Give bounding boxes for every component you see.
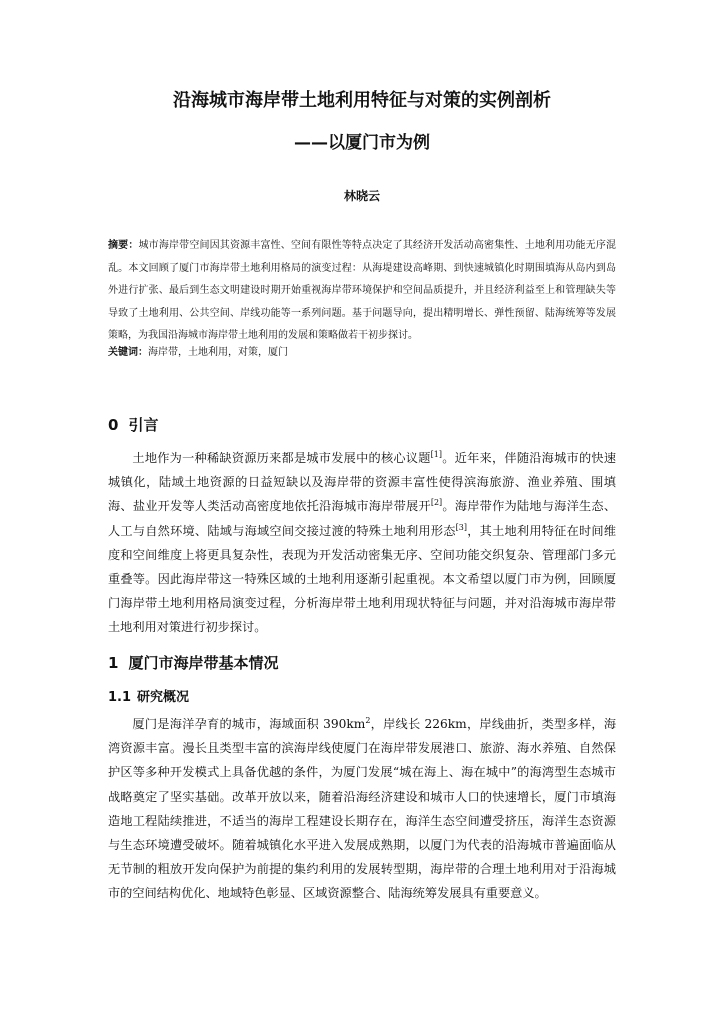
section-0-title: 引言	[128, 416, 159, 434]
text-run: 。海岸带作为陆地与海洋生态、人工与自然环境、陆域与海域空间交接过渡的特殊土地利用形态	[108, 499, 617, 538]
keywords	[108, 344, 616, 362]
subsection-1-1-heading	[108, 686, 189, 705]
section-1-title: 厦门市海岸带基本情况	[128, 654, 279, 672]
text-run: ，岸线长 226km，岸线曲折，类型多样，海湾资源丰富。漫长且类型丰富的滨海岸线使厦门在海岸带发展港口、旅游、海水养殖、自然保护区等多种开发模式上具备优越的条件，为厦门发展“城在海上、海在城中”的海湾型生态城市战略奠定了坚实基础。改革开放以来，随着沿海经济建设和城市人口的快速增长，厦门市填海造地工程陆续推进，不适当的海岸工程建设长期存在，海洋生态空间遭受挤压，海洋生态资源与生态环境遭受破坏。随着城镇化水平进入发展成熟期，以厦门为代表的沿海城市普遍面临从无节制的粗放开发向保护为前提的集约利用的发展转型期，海岸带的合理土地利用对于沿海城市的空间结构优化、地域特色彰显、区域资源整合、陆海统筹发展具有重要意义。	[108, 717, 617, 901]
abstract-text: 城市海岸带空间因其资源丰富性、空间有限性等特点决定了其经济开发活动高密集性、土地利用功能无序混乱。本文回顾了厦门市海岸带土地利用格局的演变过程：从海堤建设高峰期、到快速城镇化时期围填海从岛内到岛外进行扩张、最后到生态文明建设时期开始重视海岸带环境保护和空间品质提升，并且经济利益至上和管理缺失等导致了土地利用、公共空间、岸线功能等一系列问题。基于问题导向，提出精明增长、弹性预留、陆海统筹等发展策略，为我国沿海城市海岸带土地利用的发展和策略做若干初步探讨。	[108, 240, 617, 341]
subsection-1-1-paragraph	[108, 712, 616, 906]
paper-subtitle: ——以厦门市为例	[294, 133, 430, 153]
superscript: 2	[365, 715, 371, 725]
abstract	[108, 235, 616, 348]
section-1-number: 1	[108, 654, 119, 672]
subsection-1-1-title: 研究概况	[137, 690, 190, 705]
citation-ref: [1]	[430, 449, 443, 459]
paper-title: 沿海城市海岸带土地利用特征与对策的实例剖析	[173, 90, 551, 111]
text-run: 土地作为一种稀缺资源历来都是城市发展中的核心议题	[132, 451, 431, 465]
section-0-number: 0	[108, 416, 119, 434]
citation-ref: [3]	[455, 522, 468, 532]
abstract-label: 摘要：	[108, 240, 139, 251]
keywords-label: 关键词：	[108, 347, 148, 358]
paper-author: 林晓云	[343, 189, 380, 203]
subsection-1-1-number: 1.1	[108, 690, 132, 705]
text-run: ，其土地利用特征在时间维度和空间维度上将更具复杂性，表现为开发活动密集无序、空间功能交织复杂、管理部门多元重叠等。因此海岸带这一特殊区域的土地利用逐渐引起重视。本文希望以厦门市为例，回顾厦门海岸带土地利用格局演变过程，分析海岸带土地利用现状特征与问题，并对沿海城市海岸带土地利用对策进行初步探讨。	[108, 523, 617, 635]
keywords-text: 海岸带，土地利用，对策，厦门	[148, 347, 288, 358]
section-0-paragraph	[108, 446, 616, 640]
section-1-heading	[108, 652, 278, 673]
citation-ref: [2]	[430, 498, 443, 508]
text-run: 厦门是海洋孕育的城市，海域面积 390km	[132, 717, 366, 731]
section-0-heading	[108, 414, 158, 435]
text-run: 。近年来，伴随沿海城市的快速城镇化，陆域土地资源的日益短缺以及海岸带的资源丰富性使得滨海旅游、渔业养殖、围填海、盐业开发等人类活动高密度地依托沿海城市海岸带展开	[108, 451, 617, 514]
